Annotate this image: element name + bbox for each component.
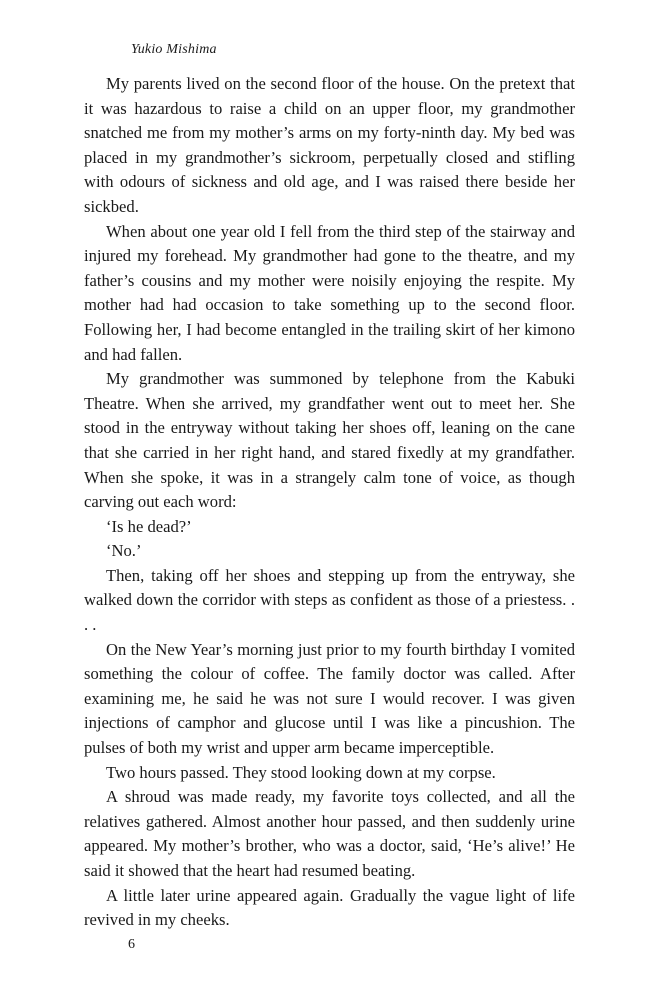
- paragraph: ‘Is he dead?’: [106, 516, 192, 536]
- paragraph: My grandmother was summoned by telephone from the Kabuki Theatre. When she arrived, my grandfather went out to meet her. She stood in the entryway without taking her shoes off, leaning on the cane that she carried in her right hand, and stared fixedly at my grandfather. When she spoke, it was in a strangely calm tone of voice, as though carving out each word:: [84, 369, 575, 512]
- paragraph: A little later urine appeared again. Gradually the vague light of life revived in my cheeks.: [84, 885, 575, 930]
- paragraph: A shroud was made ready, my favorite toys collected, and all the relatives gathered. Almost another hour passed, and then suddenly urine appeared. My mother’s brother, who was a doctor, said, ‘He’s alive!’ He said it showed that the heart had resumed beating.: [84, 787, 575, 880]
- paragraph: My parents lived on the second floor of the house. On the pretext that it was hazardous to raise a child on an upper floor, my grandmother snatched me from my mother’s arms on my forty-ninth day. My bed was placed in my grandmother’s sickroom, perpetually closed and stifling with odours of sickness and old age, and I was raised there beside her sickbed.: [84, 74, 575, 216]
- paragraph: Two hours passed. They stood looking down at my corpse.: [106, 762, 496, 782]
- page-number: 6: [128, 937, 135, 952]
- paragraph: On the New Year’s morning just prior to my fourth birthday I vomited something the colour of coffee. The family doctor was called. After examining me, he said he was not sure I would recover. I was given injections of camphor and glucose until I was like a pincushion. The pulses of both my wrist and upper arm became imperceptible.: [84, 639, 575, 758]
- body-text: [84, 72, 575, 933]
- paragraph: Then, taking off her shoes and stepping up from the entryway, she walked down the corridor with steps as confident as those of a priestess. . . .: [84, 565, 575, 635]
- paragraph: When about one year old I fell from the third step of the stairway and injured my forehead. My grandmother had gone to the theatre, and my father’s cousins and my mother were noisily enjoying the respite. My mother had had occasion to take something up to the second floor. Following her, I had become entangled in the trailing skirt of her kimono and had fallen.: [84, 221, 575, 364]
- paragraph: ‘No.’: [106, 541, 142, 561]
- running-head-author: Yukio Mishima: [131, 42, 217, 57]
